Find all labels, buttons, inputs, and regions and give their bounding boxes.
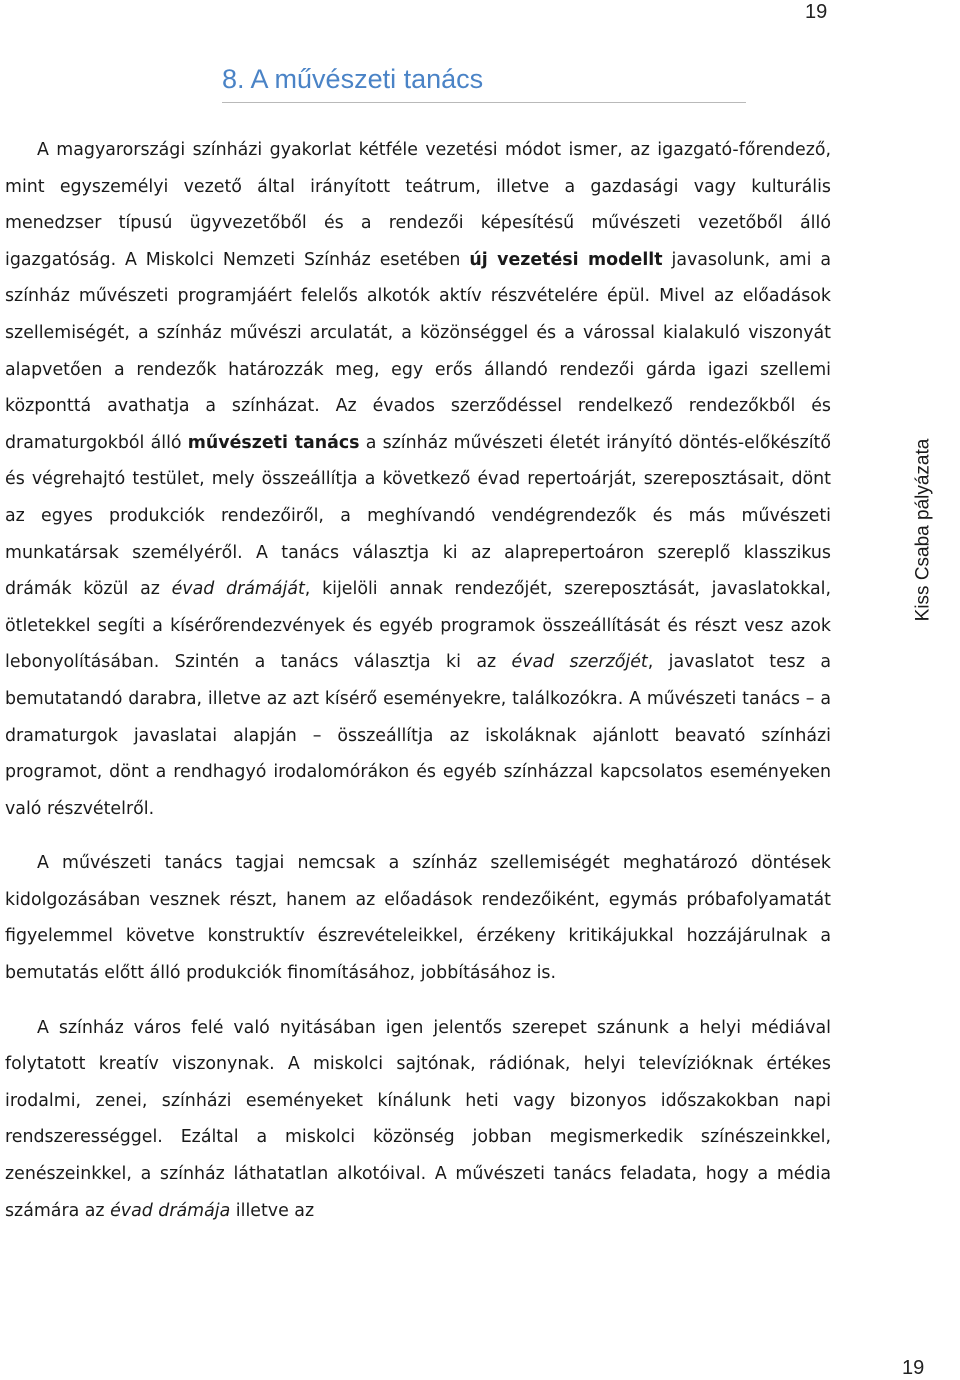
title-underline — [222, 102, 746, 103]
text-run: , kijelöli annak rendezőjét, szereposztását, javaslatokkal, ötletekkel segíti a kísérőrendezvények és egyéb programok összeállítását és részt vesz azok lebonyolításában. Szintén a tanács választja ki az — [5, 579, 831, 673]
text-run: javasolunk, ami a színház művészeti programjáért felelős alkotók aktív részvételére épül. Mivel az előadások szellemiségét, a színház művészi arculatát, a közönséggel és a várossal kialakuló viszonyát alapvetően a rendezők határozzák meg, egy erős állandó rendezői gárda igazi szellemi központtá avathatja a színházat. Az évados szerződéssel rendelkező rendezőkből és dramaturgokból álló — [5, 249, 831, 453]
emphasis-season-author: évad szerzőjét — [511, 652, 648, 673]
emphasis-season-drama: évad drámája — [110, 1200, 231, 1221]
emphasis-new-model: új vezetési modellt — [469, 249, 663, 270]
side-label-text: Kiss Csaba pályázata — [912, 438, 933, 622]
paragraph-1 — [5, 132, 831, 827]
paragraph-3 — [5, 1010, 831, 1230]
text-run: illetve az — [230, 1200, 315, 1221]
paragraph-2 — [5, 845, 831, 991]
emphasis-artistic-council: művészeti tanács — [187, 432, 360, 453]
page-number-bottom: 19 — [902, 1357, 925, 1379]
body-text — [5, 132, 831, 1229]
text-run: a színház művészeti életét irányító döntés-előkészítő és végrehajtó testület, mely összeállítja a következő évad repertoárját, szereposztásait, dönt az egyes produkciók rendezőiről, a meghívandó vendégrendezők és más művészeti munkatársak személyéről. A tanács választja ki az alaprepertoáron szereplő klasszikus drámák közül az — [5, 432, 831, 600]
side-label — [903, 430, 943, 630]
chapter-title: 8. A művészeti tanács — [222, 64, 484, 94]
text-run: A magyarországi színházi gyakorlat kétféle vezetési módot ismer, az igazgató-főrendező, mint egyszemélyi vezető által irányított teátrum, illetve a gazdasági vagy kulturális menedzser típusú ügyvezetőből és a rendezői képesítésű művészeti vezetőből álló igazgatóság. A Miskolci Nemzeti Színház esetében — [5, 140, 831, 270]
emphasis-season-drama: évad drámáját — [171, 579, 305, 600]
page-number-top: 19 — [805, 1, 828, 23]
text-run: A színház város felé való nyitásában igen jelentős szerepet szánunk a helyi médiával folytatott kreatív viszonynak. A miskolci sajtónak, rádiónak, helyi televízióknak értékes irodalmi, zenei, színházi eseményeket kínálunk heti vagy bizonyos időszakokban napi rendszerességgel. Ezáltal a miskolci közönség jobban megismerkedik színészeinkkel, zenészeinkkel, a színház láthatatlan alkotóival. A művészeti tanács feladata, hogy a média számára az — [5, 1017, 831, 1221]
text-run: , javaslatot tesz a bemutatandó darabra, illetve az azt kísérő eseményekre, találkozókra. A művészeti tanács – a dramaturgok javaslatai alapján – összeállítja az iskoláknak ajánlott beavató színházi programot, dönt a rendhagyó irodalomórákon és egyéb színházzal kapcsolatos eseményeken való részvételről. — [5, 652, 831, 819]
text-run: A művészeti tanács tagjai nemcsak a színház szellemiségét meghatározó döntések kidolgozásában vesznek részt, hanem az előadások rendezőiként, egymás próbafolyamatát figyelemmel követve konstruktív észrevételeikkel, érzékeny kritikájukkal hozzájárulnak a bemutatás előtt álló produkciók finomításához, jobbításához is. — [5, 853, 831, 984]
